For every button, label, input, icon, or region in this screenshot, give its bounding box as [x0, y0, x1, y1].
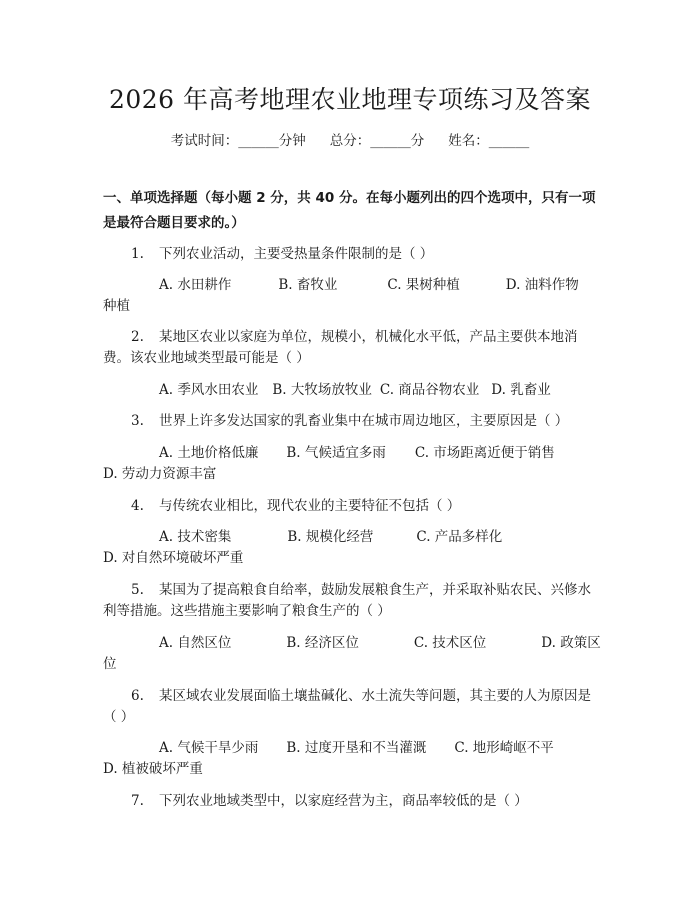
option-d[interactable]: D. 对自然环境破坏严重: [103, 550, 244, 566]
option-a[interactable]: A. 气候干旱少雨: [159, 740, 259, 756]
question-6-text: 某区域农业发展面临土壤盐碱化、水土流失等问题，其主要的人为原因是: [159, 688, 591, 704]
option-a[interactable]: A. 水田耕作: [159, 277, 232, 293]
question-5-stem: [103, 580, 631, 600]
question-6-stem-cont: （ ）: [103, 709, 135, 725]
question-2-stem: [103, 327, 631, 347]
question-2-stem-cont: 费。该农业地域类型最可能是（ ）: [103, 350, 310, 366]
question-5-stem-cont: 利等措施。这些措施主要影响了粮食生产的（ ）: [103, 603, 391, 619]
option-c[interactable]: C. 商品谷物农业: [379, 382, 480, 398]
page-title: 2026 年高考地理农业地理专项练习及答案: [108, 85, 592, 114]
question-4-stem: [103, 496, 631, 516]
question-3-text: 世界上许多发达国家的乳畜业集中在城市周边地区，主要原因是（ ）: [159, 413, 569, 429]
question-7-text: 下列农业地域类型中，以家庭经营为主，商品率较低的是（ ）: [159, 793, 528, 809]
section-heading-line-1: 一、单项选择题（每小题 2 分，共 40 分。在每小题列出的四个选项中，只有一项: [103, 190, 596, 206]
question-3-stem: [103, 411, 631, 431]
section-heading: [103, 186, 603, 236]
option-b[interactable]: B. 气候适宜多雨: [286, 445, 386, 461]
question-7-stem: [103, 791, 631, 811]
question-1-stem: [103, 244, 631, 264]
question-1-options-wrap: 种植: [103, 298, 130, 314]
option-b[interactable]: B. 过度开垦和不当灌溉: [286, 740, 427, 756]
option-b[interactable]: B. 经济区位: [286, 635, 359, 651]
question-2-number: 2.: [131, 329, 144, 345]
student-name-field[interactable]: 姓名：______: [448, 133, 530, 149]
option-d[interactable]: D. 政策区: [541, 635, 601, 651]
total-score-field[interactable]: 总分：______分: [329, 133, 425, 149]
option-b[interactable]: B. 大牧场放牧业: [272, 382, 372, 398]
option-a[interactable]: A. 季风水田农业: [159, 382, 259, 398]
question-2-options: [103, 380, 603, 400]
option-d[interactable]: D. 油料作物: [505, 277, 579, 293]
option-a[interactable]: A. 土地价格低廉: [159, 445, 259, 461]
exam-info: [0, 131, 700, 151]
question-1-options: [103, 275, 603, 295]
question-5-text: 某国为了提高粮食自给率，鼓励发展粮食生产，并采取补贴农民、兴修水: [159, 582, 591, 598]
question-4-options: [103, 527, 603, 547]
question-5-options: [103, 633, 603, 653]
question-6-stem: [103, 686, 631, 706]
option-c[interactable]: C. 市场距离近便于销售: [414, 445, 555, 461]
section-heading-line-2: 是最符合题目要求的。）: [103, 215, 245, 231]
question-2-text: 某地区农业以家庭为单位，规模小，机械化水平低，产品主要供本地消: [159, 329, 578, 345]
option-c[interactable]: C. 技术区位: [413, 635, 487, 651]
option-b[interactable]: B. 畜牧业: [278, 277, 338, 293]
option-d[interactable]: D. 植被破坏严重: [103, 761, 203, 777]
question-4-number: 4.: [131, 498, 144, 514]
question-1-text: 下列农业活动，主要受热量条件限制的是（ ）: [159, 246, 434, 262]
option-c[interactable]: C. 果树种植: [387, 277, 460, 293]
option-a[interactable]: A. 技术密集: [159, 529, 232, 545]
question-7-number: 7.: [131, 793, 144, 809]
question-4-text: 与传统农业相比，现代农业的主要特征不包括（ ）: [159, 498, 461, 514]
exam-time-field[interactable]: 考试时间：______分钟: [170, 133, 306, 149]
question-3-number: 3.: [131, 413, 144, 429]
question-5-options-wrap: 位: [103, 656, 117, 672]
option-c[interactable]: C. 地形崎岖不平: [454, 740, 554, 756]
option-a[interactable]: A. 自然区位: [159, 635, 232, 651]
option-d[interactable]: D. 乳畜业: [491, 382, 551, 398]
option-d[interactable]: D. 劳动力资源丰富: [103, 466, 217, 482]
option-c[interactable]: C. 产品多样化: [416, 529, 503, 545]
question-1-number: 1.: [131, 246, 144, 262]
option-b[interactable]: B. 规模化经营: [287, 529, 374, 545]
question-6-options: [103, 738, 603, 758]
question-3-options: [103, 443, 603, 463]
question-6-number: 6.: [131, 688, 144, 704]
question-5-number: 5.: [131, 582, 144, 598]
